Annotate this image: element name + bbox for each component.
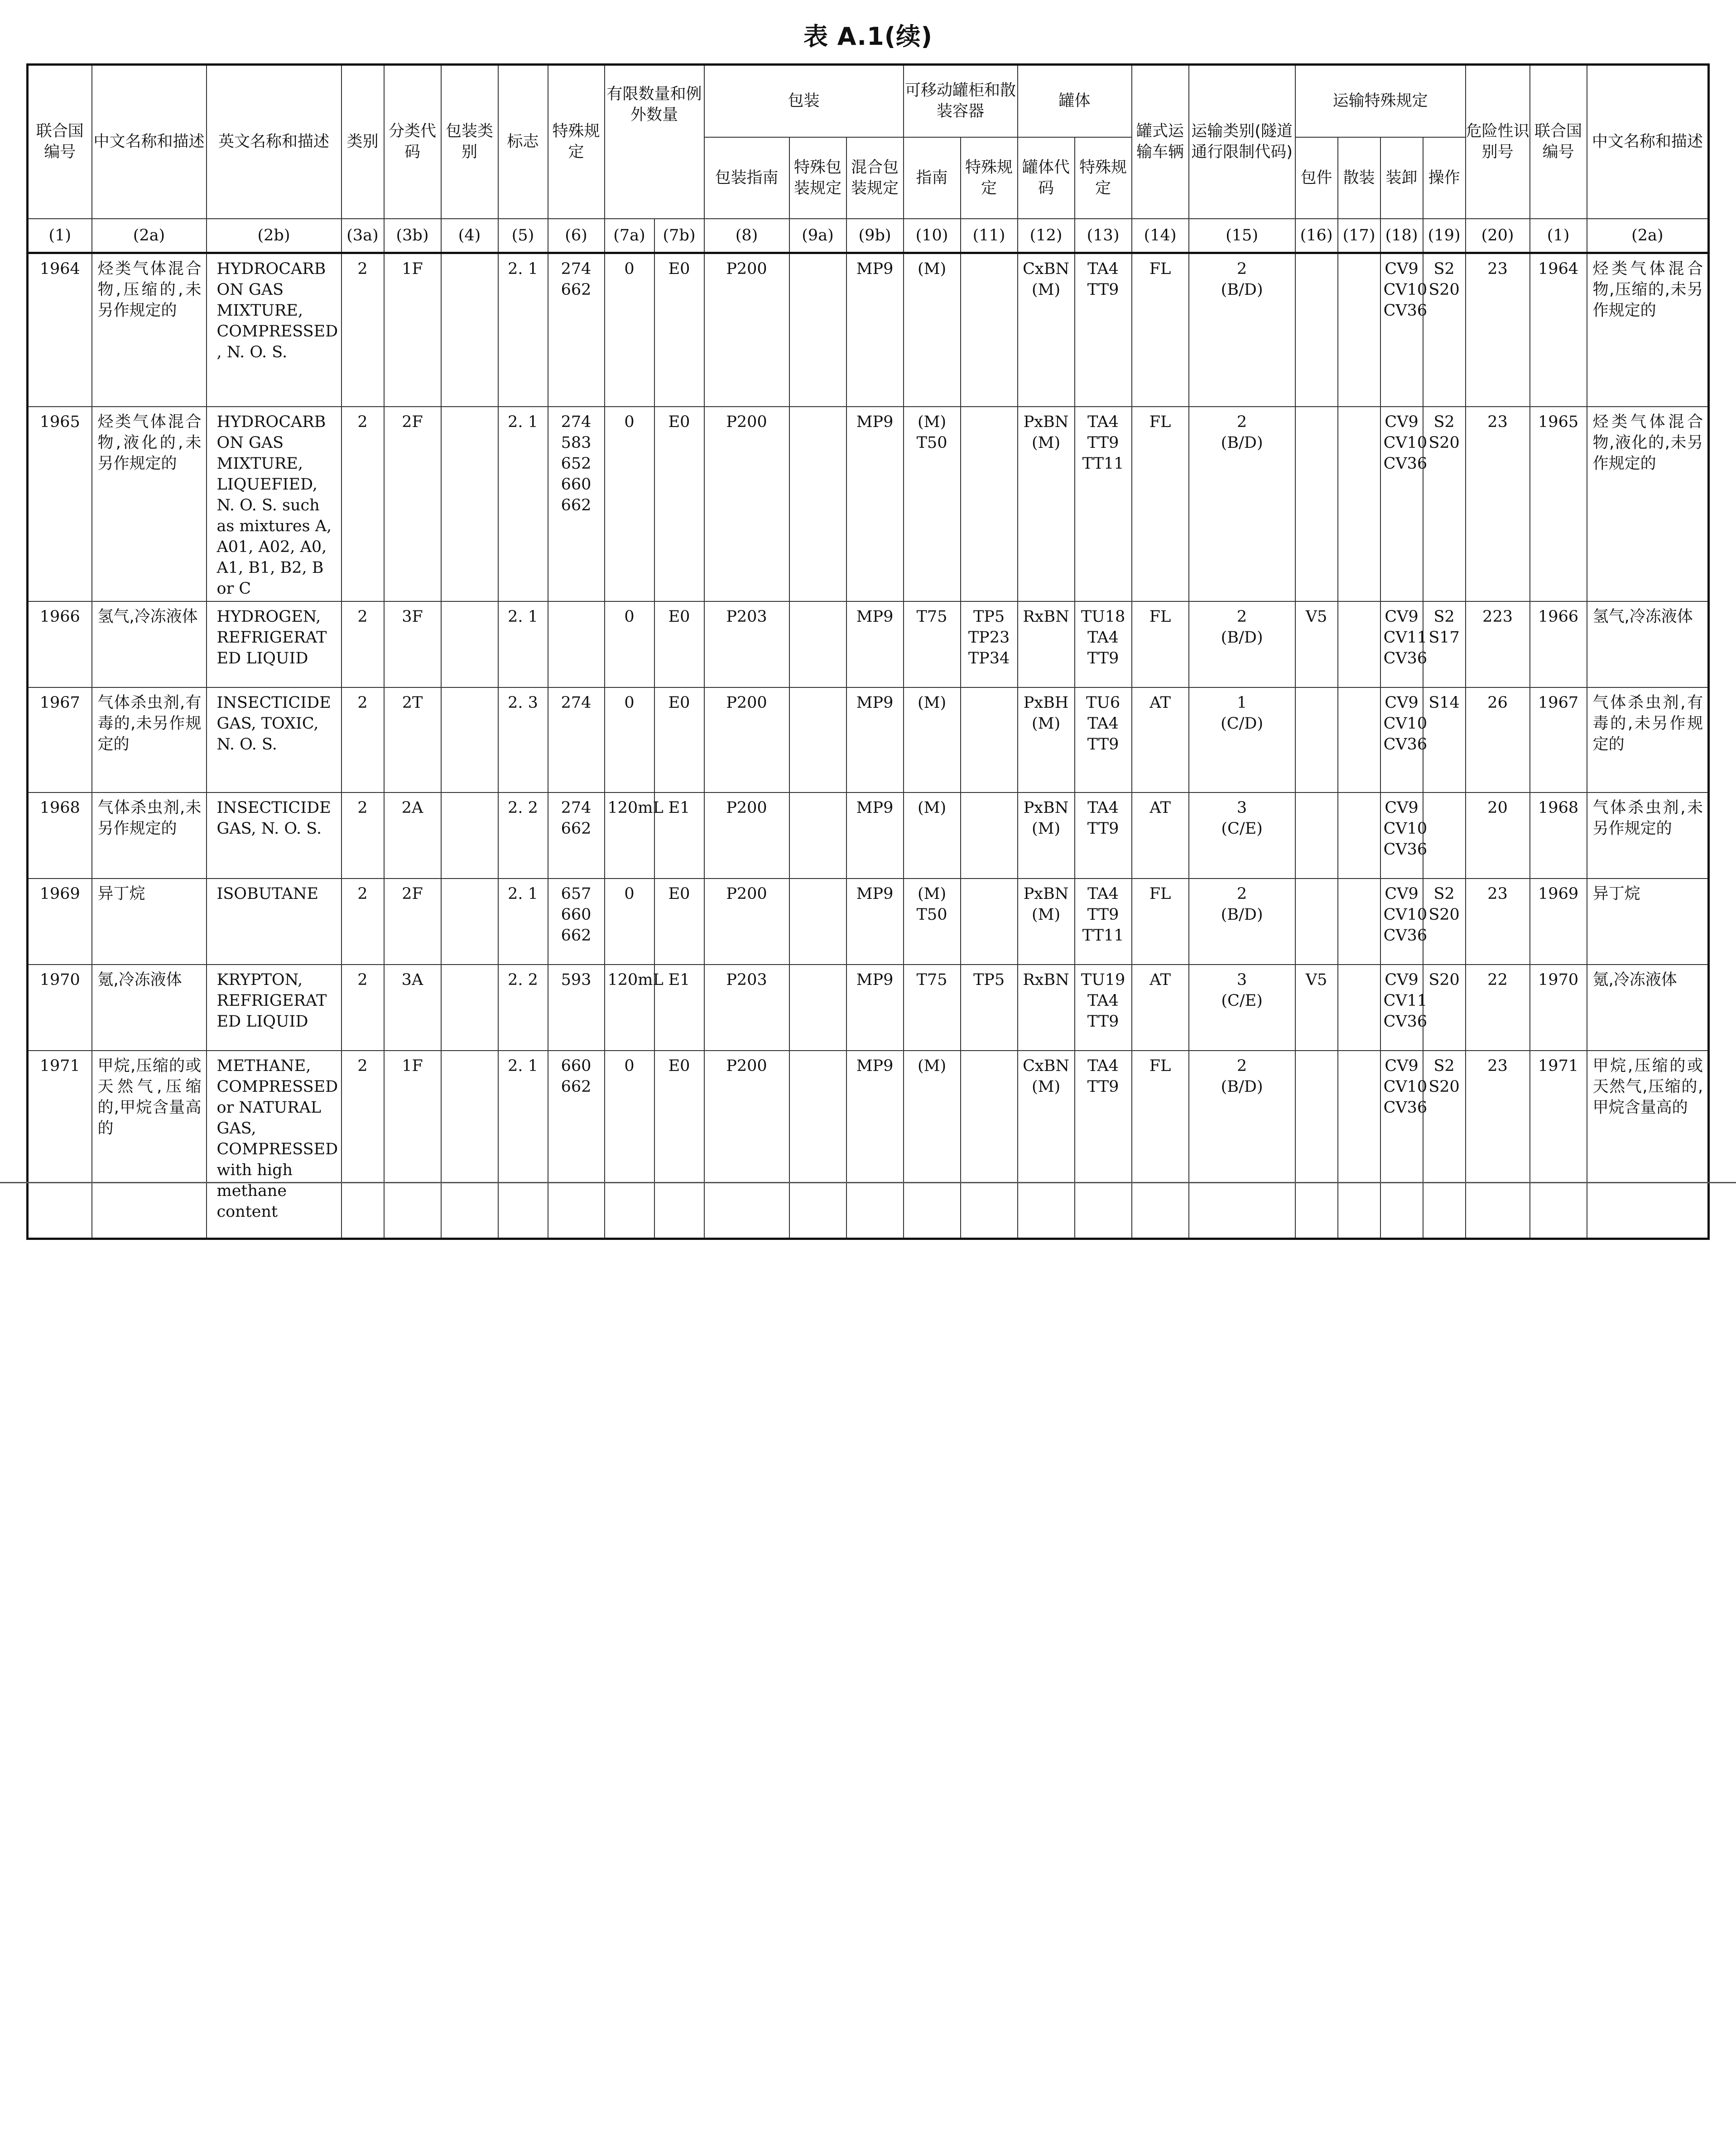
header-bulk: 散装	[1338, 137, 1380, 219]
chinese-name-cell: 甲烷,压缩的或天然气,压缩的,甲烷含量高的	[92, 1051, 207, 1239]
packages-cell	[1295, 253, 1338, 407]
tank-vehicle-cell: FL	[1132, 253, 1189, 407]
special-packing-cell	[789, 879, 846, 965]
column-number: (7a)	[605, 219, 654, 253]
column-number: (8)	[704, 219, 789, 253]
special-packing-cell	[789, 407, 846, 601]
english-name-cell: HYDROCARBON GAS MIXTURE, COMPRESSED, N. O. S.	[207, 253, 341, 407]
column-number: (1)	[1530, 219, 1587, 253]
portable-tank-instruction-cell: T75	[904, 965, 961, 1051]
portable-tank-special-cell: TP5	[961, 965, 1018, 1051]
bulk-cell	[1338, 879, 1380, 965]
table-row	[28, 407, 1709, 601]
portable-tank-special-cell	[961, 792, 1018, 879]
chinese-name-cell: 烃类气体混合物,压缩的,未另作规定的	[92, 253, 207, 407]
loading-cell: CV9 CV10 CV36	[1380, 792, 1423, 879]
packages-cell	[1295, 1051, 1338, 1239]
tank-special-cell: TU18 TA4 TT9	[1075, 601, 1132, 687]
excepted-quantity-cell: E0	[654, 879, 704, 965]
un-number-cell-2: 1964	[1530, 253, 1587, 407]
operation-cell	[1423, 792, 1466, 879]
label-cell: 2. 1	[498, 407, 548, 601]
label-cell: 2. 1	[498, 601, 548, 687]
english-name-cell: INSECTICIDE GAS, N. O. S.	[207, 792, 341, 879]
packing-group-cell	[441, 879, 498, 965]
header-english-name: 英文名称和描述	[207, 65, 341, 219]
classification-code-cell: 2T	[384, 687, 441, 792]
chinese-name-cell-2: 气体杀虫剂,未另作规定的	[1587, 792, 1709, 879]
header-packaging: 包装	[704, 65, 904, 137]
operation-cell: S2 S20	[1423, 879, 1466, 965]
header-class: 类别	[341, 65, 384, 219]
column-number: (12)	[1018, 219, 1075, 253]
packing-instruction-cell: P200	[704, 407, 789, 601]
header-portable-tanks: 可移动罐柜和散装容器	[904, 65, 1018, 137]
label-cell: 2. 1	[498, 1051, 548, 1239]
packing-group-cell	[441, 407, 498, 601]
tank-special-cell: TA4 TT9 TT11	[1075, 879, 1132, 965]
packages-cell	[1295, 407, 1338, 601]
header-portable-tank-instructions: 指南	[904, 137, 961, 219]
header-label: 标志	[498, 65, 548, 219]
mixed-packing-cell: MP9	[846, 965, 904, 1051]
excepted-quantity-cell: E0	[654, 687, 704, 792]
packing-group-cell	[441, 792, 498, 879]
limited-quantity-cell: 0	[605, 879, 654, 965]
mixed-packing-cell: MP9	[846, 1051, 904, 1239]
column-number: (4)	[441, 219, 498, 253]
packing-instruction-cell: P200	[704, 253, 789, 407]
transport-category-cell: 3 (C/E)	[1189, 965, 1295, 1051]
table-row	[28, 1051, 1709, 1239]
tank-special-cell: TA4 TT9 TT11	[1075, 407, 1132, 601]
special-provisions-cell: 274 662	[548, 253, 605, 407]
table-row	[28, 965, 1709, 1051]
column-number-row	[28, 219, 1709, 253]
header-special-provisions: 特殊规定	[548, 65, 605, 219]
chinese-name-cell: 烃类气体混合物,液化的,未另作规定的	[92, 407, 207, 601]
tank-special-cell: TU19 TA4 TT9	[1075, 965, 1132, 1051]
packages-cell: V5	[1295, 601, 1338, 687]
column-number: (15)	[1189, 219, 1295, 253]
class-cell: 2	[341, 792, 384, 879]
operation-cell: S14	[1423, 687, 1466, 792]
english-name-cell: KRYPTON, REFRIGERATED LIQUID	[207, 965, 341, 1051]
tank-code-cell: RxBN	[1018, 965, 1075, 1051]
un-number-cell-2: 1968	[1530, 792, 1587, 879]
tank-special-cell: TA4 TT9	[1075, 792, 1132, 879]
packages-cell	[1295, 687, 1338, 792]
column-number: (17)	[1338, 219, 1380, 253]
tank-special-cell: TU6 TA4 TT9	[1075, 687, 1132, 792]
tank-code-cell: PxBN (M)	[1018, 792, 1075, 879]
tank-vehicle-cell: AT	[1132, 792, 1189, 879]
chinese-name-cell-2: 氢气,冷冻液体	[1587, 601, 1709, 687]
column-number: (20)	[1466, 219, 1530, 253]
portable-tank-instruction-cell: T75	[904, 601, 961, 687]
loading-cell: CV9 CV10 CV36	[1380, 407, 1423, 601]
special-provisions-cell: 274 662	[548, 792, 605, 879]
chinese-name-cell-2: 烃类气体混合物,压缩的,未另作规定的	[1587, 253, 1709, 407]
special-provisions-cell: 274	[548, 687, 605, 792]
special-packing-cell	[789, 965, 846, 1051]
packing-group-cell	[441, 601, 498, 687]
limited-quantity-cell: 0	[605, 253, 654, 407]
special-provisions-cell	[548, 601, 605, 687]
tank-code-cell: CxBN (M)	[1018, 1051, 1075, 1239]
column-number: (2a)	[1587, 219, 1709, 253]
header-un-number: 联合国编号	[28, 65, 92, 219]
header-transport-category: 运输类别(隧道通行限制代码)	[1189, 65, 1295, 219]
header-loading: 装卸	[1380, 137, 1423, 219]
special-provisions-cell: 593	[548, 965, 605, 1051]
hazard-id-cell: 23	[1466, 407, 1530, 601]
excepted-quantity-cell: E0	[654, 253, 704, 407]
header-packages: 包件	[1295, 137, 1338, 219]
loading-cell: CV9 CV10 CV36	[1380, 687, 1423, 792]
column-number: (9b)	[846, 219, 904, 253]
special-provisions-cell: 657 660 662	[548, 879, 605, 965]
excepted-quantity-cell: E0	[654, 1051, 704, 1239]
header-limited-quantity: 有限数量和例外数量	[605, 65, 704, 219]
hazard-id-cell: 23	[1466, 253, 1530, 407]
excepted-quantity-cell: E1	[654, 792, 704, 879]
column-number: (1)	[28, 219, 92, 253]
chinese-name-cell-2: 甲烷,压缩的或天然气,压缩的,甲烷含量高的	[1587, 1051, 1709, 1239]
special-provisions-cell: 660 662	[548, 1051, 605, 1239]
hazard-id-cell: 23	[1466, 1051, 1530, 1239]
mixed-packing-cell: MP9	[846, 601, 904, 687]
classification-code-cell: 1F	[384, 1051, 441, 1239]
packing-instruction-cell: P200	[704, 687, 789, 792]
tank-code-cell: PxBH (M)	[1018, 687, 1075, 792]
special-packing-cell	[789, 792, 846, 879]
column-number: (3b)	[384, 219, 441, 253]
limited-quantity-cell: 0	[605, 1051, 654, 1239]
bulk-cell	[1338, 253, 1380, 407]
tank-vehicle-cell: AT	[1132, 965, 1189, 1051]
excepted-quantity-cell: E1	[654, 965, 704, 1051]
packages-cell	[1295, 792, 1338, 879]
mixed-packing-cell: MP9	[846, 687, 904, 792]
packing-instruction-cell: P200	[704, 1051, 789, 1239]
column-number: (14)	[1132, 219, 1189, 253]
bulk-cell	[1338, 407, 1380, 601]
hazard-id-cell: 20	[1466, 792, 1530, 879]
portable-tank-instruction-cell: (M)	[904, 792, 961, 879]
header-packing-instructions: 包装指南	[704, 137, 789, 219]
tank-special-cell: TA4 TT9	[1075, 1051, 1132, 1239]
special-packing-cell	[789, 1051, 846, 1239]
packing-instruction-cell: P200	[704, 879, 789, 965]
operation-cell: S2 S17	[1423, 601, 1466, 687]
packing-group-cell	[441, 965, 498, 1051]
label-cell: 2. 2	[498, 965, 548, 1051]
column-number: (18)	[1380, 219, 1423, 253]
class-cell: 2	[341, 965, 384, 1051]
loading-cell: CV9 CV10 CV36	[1380, 1051, 1423, 1239]
excepted-quantity-cell: E0	[654, 407, 704, 601]
transport-category-cell: 2 (B/D)	[1189, 407, 1295, 601]
packing-group-cell	[441, 253, 498, 407]
header-operation: 操作	[1423, 137, 1466, 219]
transport-category-cell: 2 (B/D)	[1189, 1051, 1295, 1239]
hazard-id-cell: 23	[1466, 879, 1530, 965]
packages-cell: V5	[1295, 965, 1338, 1051]
packing-instruction-cell: P203	[704, 965, 789, 1051]
page-divider	[0, 1182, 1736, 1183]
column-number: (5)	[498, 219, 548, 253]
bulk-cell	[1338, 687, 1380, 792]
label-cell: 2. 2	[498, 792, 548, 879]
column-number: (19)	[1423, 219, 1466, 253]
column-number: (7b)	[654, 219, 704, 253]
english-name-cell: METHANE, COMPRESSED or NATURAL GAS, COMPRESSED with high methane content	[207, 1051, 341, 1239]
column-number: (3a)	[341, 219, 384, 253]
header-tank-code: 罐体代码	[1018, 137, 1075, 219]
tank-code-cell: CxBN (M)	[1018, 253, 1075, 407]
transport-category-cell: 1 (C/D)	[1189, 687, 1295, 792]
column-number: (2a)	[92, 219, 207, 253]
english-name-cell: HYDROCARBON GAS MIXTURE, LIQUEFIED, N. O. S. such as mixtures A, A01, A02, A0, A1, B1, B2, B or C	[207, 407, 341, 601]
class-cell: 2	[341, 601, 384, 687]
un-number-cell: 1971	[28, 1051, 92, 1239]
transport-category-cell: 2 (B/D)	[1189, 601, 1295, 687]
un-number-cell-2: 1969	[1530, 879, 1587, 965]
chinese-name-cell: 氢气,冷冻液体	[92, 601, 207, 687]
portable-tank-special-cell: TP5 TP23 TP34	[961, 601, 1018, 687]
header-hazard-id: 危险性识别号	[1466, 65, 1530, 219]
portable-tank-special-cell	[961, 879, 1018, 965]
class-cell: 2	[341, 1051, 384, 1239]
column-number: (11)	[961, 219, 1018, 253]
tank-vehicle-cell: AT	[1132, 687, 1189, 792]
chinese-name-cell: 异丁烷	[92, 879, 207, 965]
transport-category-cell: 2 (B/D)	[1189, 253, 1295, 407]
transport-category-cell: 3 (C/E)	[1189, 792, 1295, 879]
tank-vehicle-cell: FL	[1132, 1051, 1189, 1239]
mixed-packing-cell: MP9	[846, 792, 904, 879]
class-cell: 2	[341, 687, 384, 792]
portable-tank-special-cell	[961, 1051, 1018, 1239]
header-un-number-2: 联合国编号	[1530, 65, 1587, 219]
class-cell: 2	[341, 407, 384, 601]
un-number-cell-2: 1967	[1530, 687, 1587, 792]
english-name-cell: INSECTICIDE GAS, TOXIC, N. O. S.	[207, 687, 341, 792]
table-row	[28, 792, 1709, 879]
limited-quantity-cell: 120mL	[605, 965, 654, 1051]
tank-code-cell: PxBN (M)	[1018, 407, 1075, 601]
loading-cell: CV9 CV11 CV36	[1380, 965, 1423, 1051]
tank-code-cell: RxBN	[1018, 601, 1075, 687]
packing-instruction-cell: P203	[704, 601, 789, 687]
classification-code-cell: 2A	[384, 792, 441, 879]
hazard-id-cell: 26	[1466, 687, 1530, 792]
portable-tank-special-cell	[961, 687, 1018, 792]
packing-group-cell	[441, 687, 498, 792]
header-mixed-packing: 混合包装规定	[846, 137, 904, 219]
bulk-cell	[1338, 965, 1380, 1051]
label-cell: 2. 3	[498, 687, 548, 792]
portable-tank-special-cell	[961, 253, 1018, 407]
english-name-cell: ISOBUTANE	[207, 879, 341, 965]
chinese-name-cell: 氪,冷冻液体	[92, 965, 207, 1051]
loading-cell: CV9 CV10 CV36	[1380, 879, 1423, 965]
bulk-cell	[1338, 1051, 1380, 1239]
chinese-name-cell: 气体杀虫剂,有毒的,未另作规定的	[92, 687, 207, 792]
header-special-transport: 运输特殊规定	[1295, 65, 1466, 137]
table-row	[28, 253, 1709, 407]
header-chinese-name-2: 中文名称和描述	[1587, 65, 1709, 219]
hazard-id-cell: 223	[1466, 601, 1530, 687]
column-number: (2b)	[207, 219, 341, 253]
header-tank-vehicle: 罐式运输车辆	[1132, 65, 1189, 219]
tank-code-cell: PxBN (M)	[1018, 879, 1075, 965]
classification-code-cell: 2F	[384, 407, 441, 601]
special-packing-cell	[789, 253, 846, 407]
chinese-name-cell-2: 烃类气体混合物,液化的,未另作规定的	[1587, 407, 1709, 601]
table-row	[28, 879, 1709, 965]
column-number: (13)	[1075, 219, 1132, 253]
header-chinese-name: 中文名称和描述	[92, 65, 207, 219]
header-tanks: 罐体	[1018, 65, 1132, 137]
portable-tank-instruction-cell: (M)	[904, 253, 961, 407]
un-number-cell-2: 1970	[1530, 965, 1587, 1051]
label-cell: 2. 1	[498, 879, 548, 965]
chinese-name-cell-2: 异丁烷	[1587, 879, 1709, 965]
operation-cell: S2 S20	[1423, 407, 1466, 601]
limited-quantity-cell: 0	[605, 687, 654, 792]
loading-cell: CV9 CV11 CV36	[1380, 601, 1423, 687]
hazard-id-cell: 22	[1466, 965, 1530, 1051]
un-number-cell-2: 1971	[1530, 1051, 1587, 1239]
label-cell: 2. 1	[498, 253, 548, 407]
tank-vehicle-cell: FL	[1132, 879, 1189, 965]
bulk-cell	[1338, 792, 1380, 879]
tank-special-cell: TA4 TT9	[1075, 253, 1132, 407]
dangerous-goods-table	[26, 63, 1710, 1240]
classification-code-cell: 3A	[384, 965, 441, 1051]
column-number: (6)	[548, 219, 605, 253]
un-number-cell-2: 1966	[1530, 601, 1587, 687]
un-number-cell: 1964	[28, 253, 92, 407]
excepted-quantity-cell: E0	[654, 601, 704, 687]
tank-vehicle-cell: FL	[1132, 601, 1189, 687]
class-cell: 2	[341, 879, 384, 965]
special-provisions-cell: 274 583 652 660 662	[548, 407, 605, 601]
special-packing-cell	[789, 687, 846, 792]
classification-code-cell: 2F	[384, 879, 441, 965]
class-cell: 2	[341, 253, 384, 407]
mixed-packing-cell: MP9	[846, 879, 904, 965]
limited-quantity-cell: 120mL	[605, 792, 654, 879]
table-row	[28, 601, 1709, 687]
classification-code-cell: 3F	[384, 601, 441, 687]
un-number-cell: 1966	[28, 601, 92, 687]
header-portable-tank-special: 特殊规定	[961, 137, 1018, 219]
packages-cell	[1295, 879, 1338, 965]
operation-cell: S2 S20	[1423, 253, 1466, 407]
un-number-cell: 1969	[28, 879, 92, 965]
header-special-packing: 特殊包装规定	[789, 137, 846, 219]
chinese-name-cell-2: 氪,冷冻液体	[1587, 965, 1709, 1051]
operation-cell: S20	[1423, 965, 1466, 1051]
packing-instruction-cell: P200	[704, 792, 789, 879]
portable-tank-special-cell	[961, 407, 1018, 601]
chinese-name-cell-2: 气体杀虫剂,有毒的,未另作规定的	[1587, 687, 1709, 792]
limited-quantity-cell: 0	[605, 407, 654, 601]
classification-code-cell: 1F	[384, 253, 441, 407]
table-row	[28, 687, 1709, 792]
limited-quantity-cell: 0	[605, 601, 654, 687]
column-number: (10)	[904, 219, 961, 253]
bulk-cell	[1338, 601, 1380, 687]
mixed-packing-cell: MP9	[846, 407, 904, 601]
header-packing-group: 包装类别	[441, 65, 498, 219]
mixed-packing-cell: MP9	[846, 253, 904, 407]
un-number-cell: 1970	[28, 965, 92, 1051]
english-name-cell: HYDROGEN, REFRIGERATED LIQUID	[207, 601, 341, 687]
un-number-cell: 1968	[28, 792, 92, 879]
portable-tank-instruction-cell: (M)	[904, 687, 961, 792]
un-number-cell: 1967	[28, 687, 92, 792]
packing-group-cell	[441, 1051, 498, 1239]
operation-cell: S2 S20	[1423, 1051, 1466, 1239]
loading-cell: CV9 CV10 CV36	[1380, 253, 1423, 407]
transport-category-cell: 2 (B/D)	[1189, 879, 1295, 965]
header-classification-code: 分类代码	[384, 65, 441, 219]
un-number-cell: 1965	[28, 407, 92, 601]
portable-tank-instruction-cell: (M) T50	[904, 407, 961, 601]
portable-tank-instruction-cell: (M)	[904, 1051, 961, 1239]
chinese-name-cell: 气体杀虫剂,未另作规定的	[92, 792, 207, 879]
header-tank-special: 特殊规定	[1075, 137, 1132, 219]
un-number-cell-2: 1965	[1530, 407, 1587, 601]
tank-vehicle-cell: FL	[1132, 407, 1189, 601]
special-packing-cell	[789, 601, 846, 687]
portable-tank-instruction-cell: (M) T50	[904, 879, 961, 965]
page-title: 表 A.1(续)	[803, 22, 933, 51]
column-number: (9a)	[789, 219, 846, 253]
column-number: (16)	[1295, 219, 1338, 253]
